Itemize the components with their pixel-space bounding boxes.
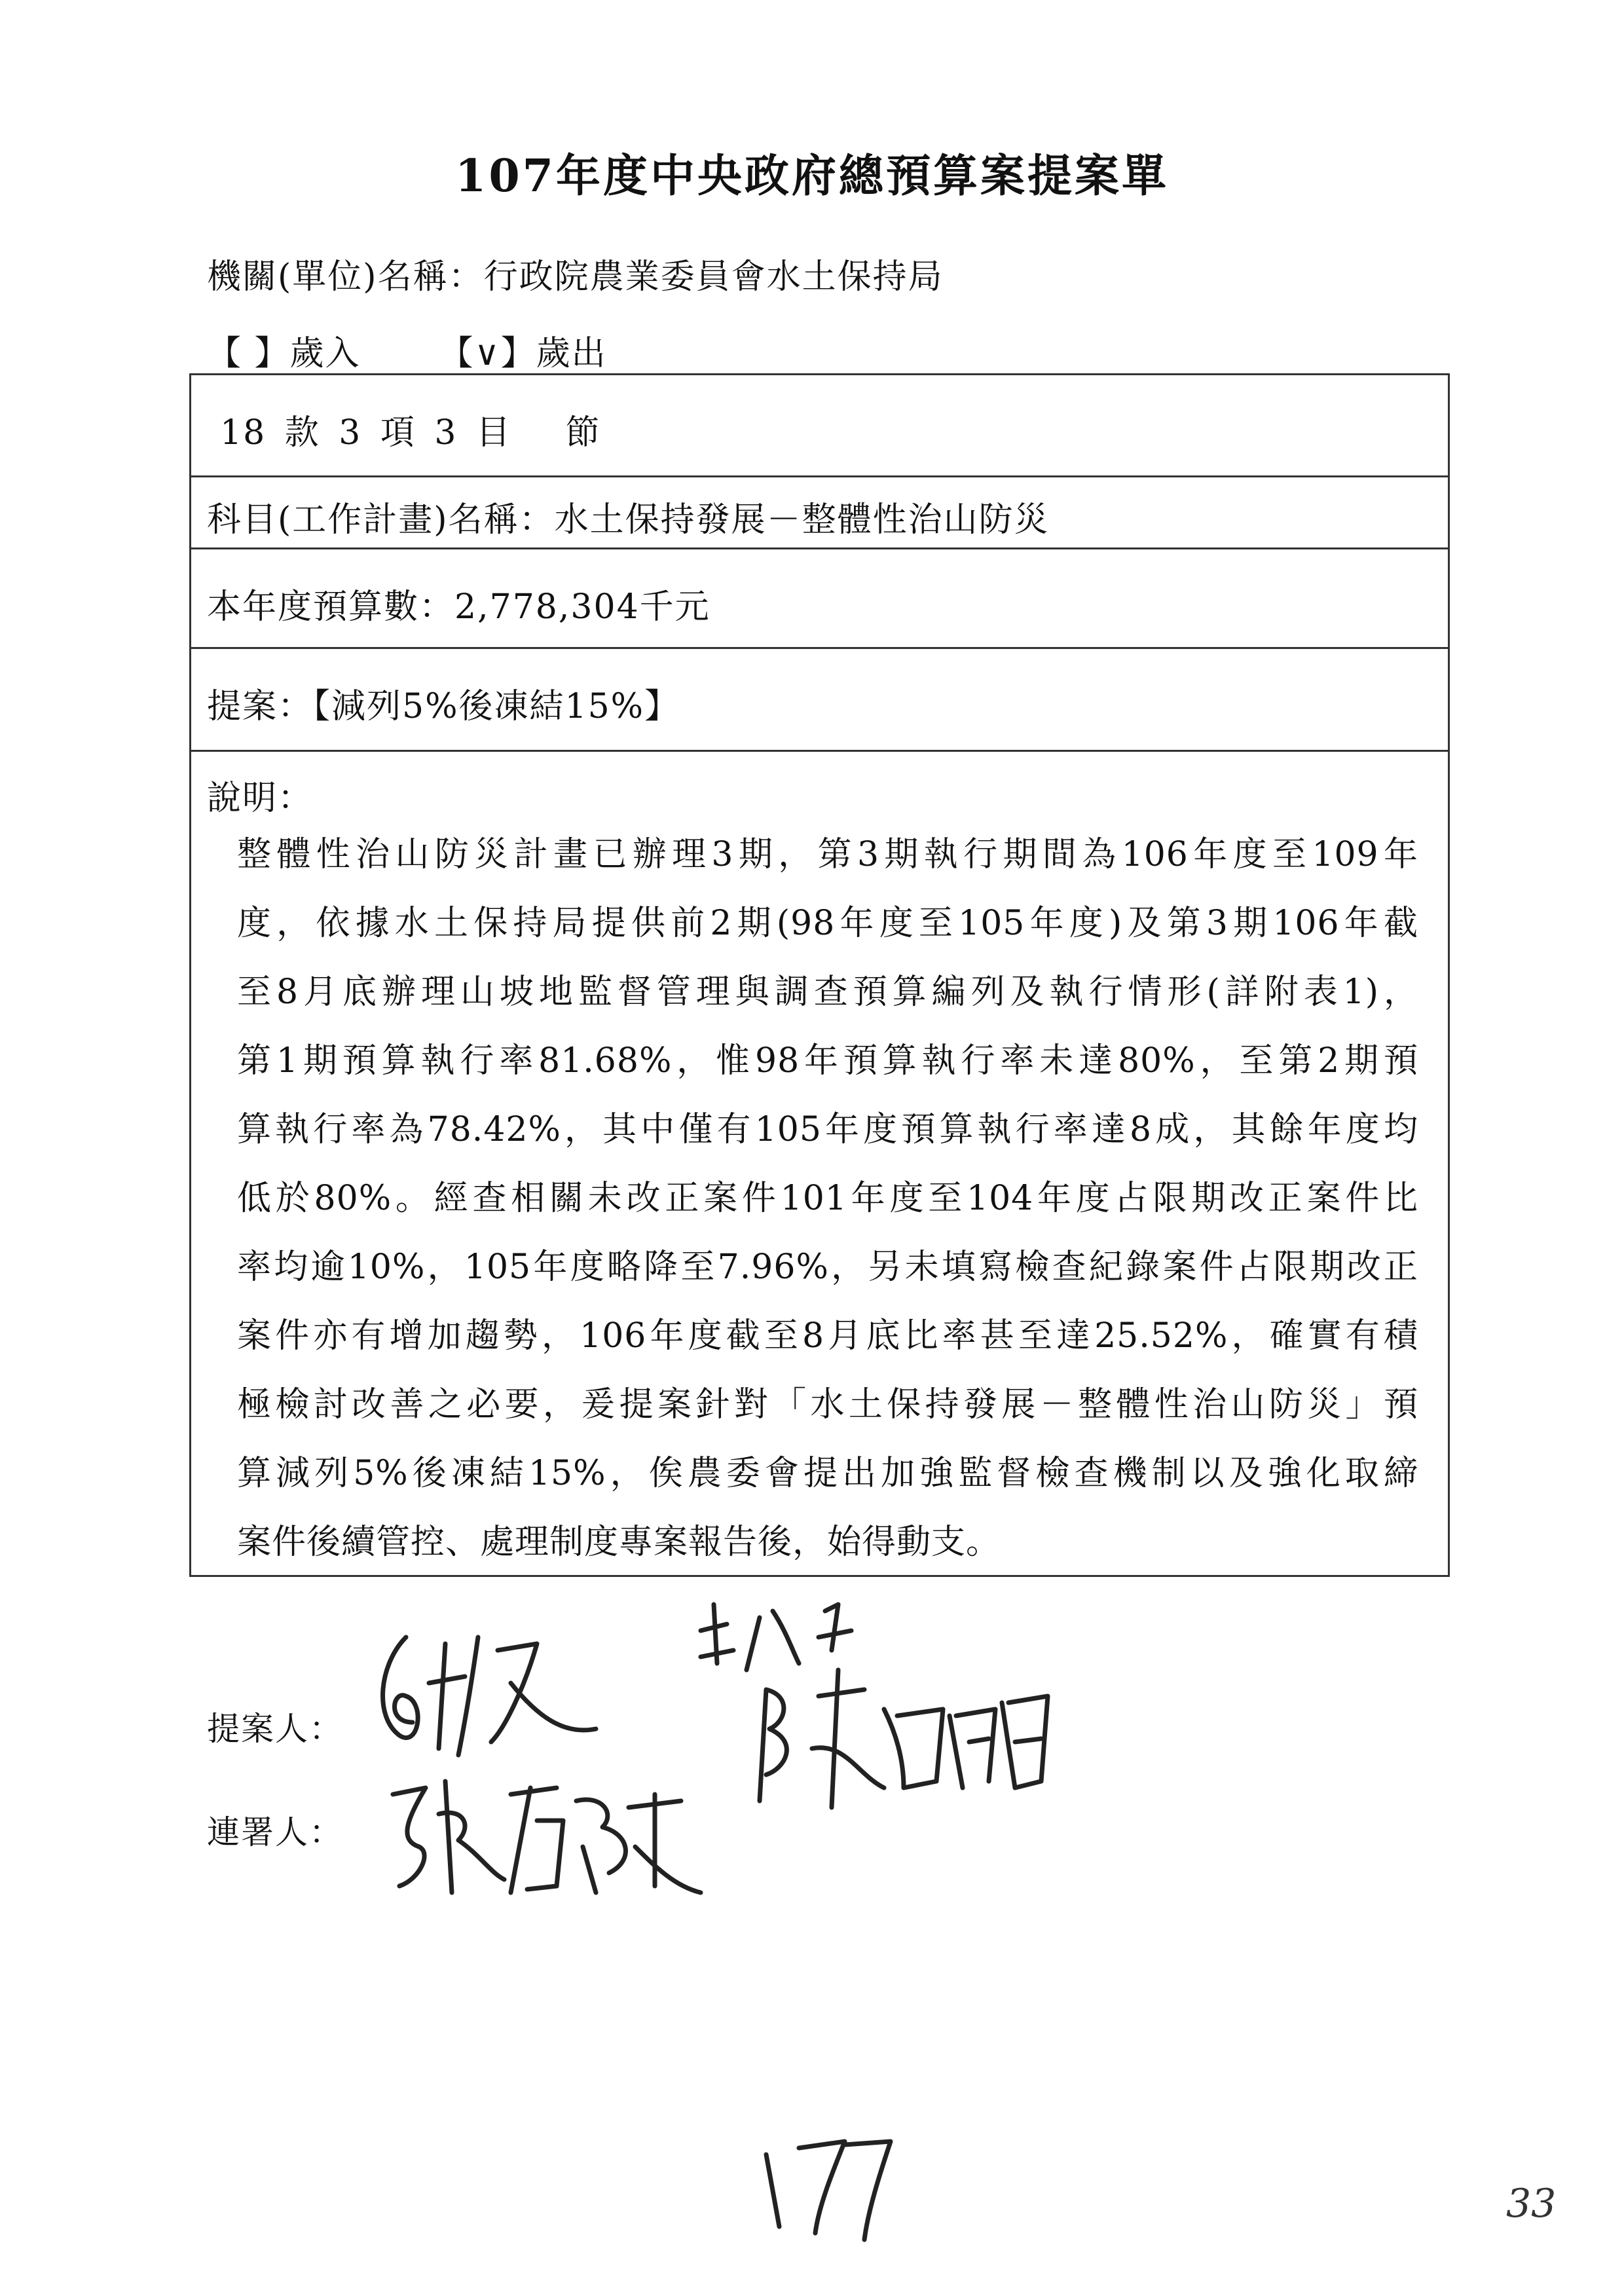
explanation-line: 整體性治山防災計畫已辦理3期，第3期執行期間為106年度至109年 bbox=[237, 835, 1418, 874]
budget-row: 本年度預算數：2,778,304千元 bbox=[191, 549, 1448, 649]
explanation-line: 算執行率為78.42%，其中僅有105年度預算執行率達8成，其餘年度均 bbox=[237, 1110, 1418, 1149]
proposer-label: 提案人： bbox=[207, 1710, 343, 1748]
proposal-row: 提案：【減列5%後凍結15%】 bbox=[191, 649, 1448, 752]
section-row: 18 款 3 項 3 目 節 bbox=[191, 375, 1448, 477]
explanation-line: 率均逾10%，105年度略降至7.96%，另未填寫檢查紀錄案件占限期改正 bbox=[237, 1248, 1418, 1287]
explanation-text bbox=[237, 821, 1418, 1577]
explanation-line: 至8月底辦理山坡地監督管理與調查預算編列及執行情形(詳附表1)， bbox=[237, 972, 1418, 1012]
explanation-line: 第1期預算執行率81.68%，惟98年預算執行率未達80%，至第2期預 bbox=[237, 1041, 1418, 1081]
explanation-line: 低於80%。經查相關未改正案件101年度至104年度占限期改正案件比 bbox=[237, 1179, 1418, 1218]
explanation-line: 案件亦有增加趨勢，106年度截至8月底比率甚至達25.52%，確實有積 bbox=[237, 1316, 1418, 1356]
page-number: 33 bbox=[1506, 2181, 1557, 2227]
handwritten-page-number-177 bbox=[753, 2135, 904, 2246]
proposal-table bbox=[189, 373, 1450, 1577]
expenditure-checkbox: 【∨】歲出 bbox=[439, 334, 607, 373]
agency-name: 機關(單位)名稱：行政院農業委員會水土保持局 bbox=[207, 257, 944, 297]
explanation-line: 算減列5%後凍結15%，俟農委會提出加強監督檢查機制以及強化取締 bbox=[237, 1454, 1418, 1493]
budget-type-line bbox=[207, 325, 607, 375]
explanation-label: 說明： bbox=[207, 779, 314, 818]
signature-cosigner-2 bbox=[380, 1768, 707, 1912]
signature-proposer bbox=[367, 1624, 616, 1768]
explanation-row bbox=[191, 752, 1448, 1575]
revenue-checkbox: 【 】歲入 bbox=[207, 334, 361, 373]
cosigner-label: 連署人： bbox=[207, 1813, 343, 1851]
explanation-line: 案件後續管控、處理制度專案報告後，始得動支。 bbox=[237, 1523, 1001, 1562]
signature-cosigner-1 bbox=[688, 1591, 1054, 1827]
explanation-line: 度，依據水土保持局提供前2期(98年度至105年度)及第3期106年截 bbox=[237, 904, 1418, 943]
explanation-line: 極檢討改善之必要，爰提案針對「水土保持發展－整體性治山防災」預 bbox=[237, 1385, 1418, 1424]
document-title: 107年度中央政府總預算案提案單 bbox=[455, 150, 1169, 202]
item-name-row: 科目(工作計畫)名稱：水土保持發展－整體性治山防災 bbox=[191, 477, 1448, 549]
